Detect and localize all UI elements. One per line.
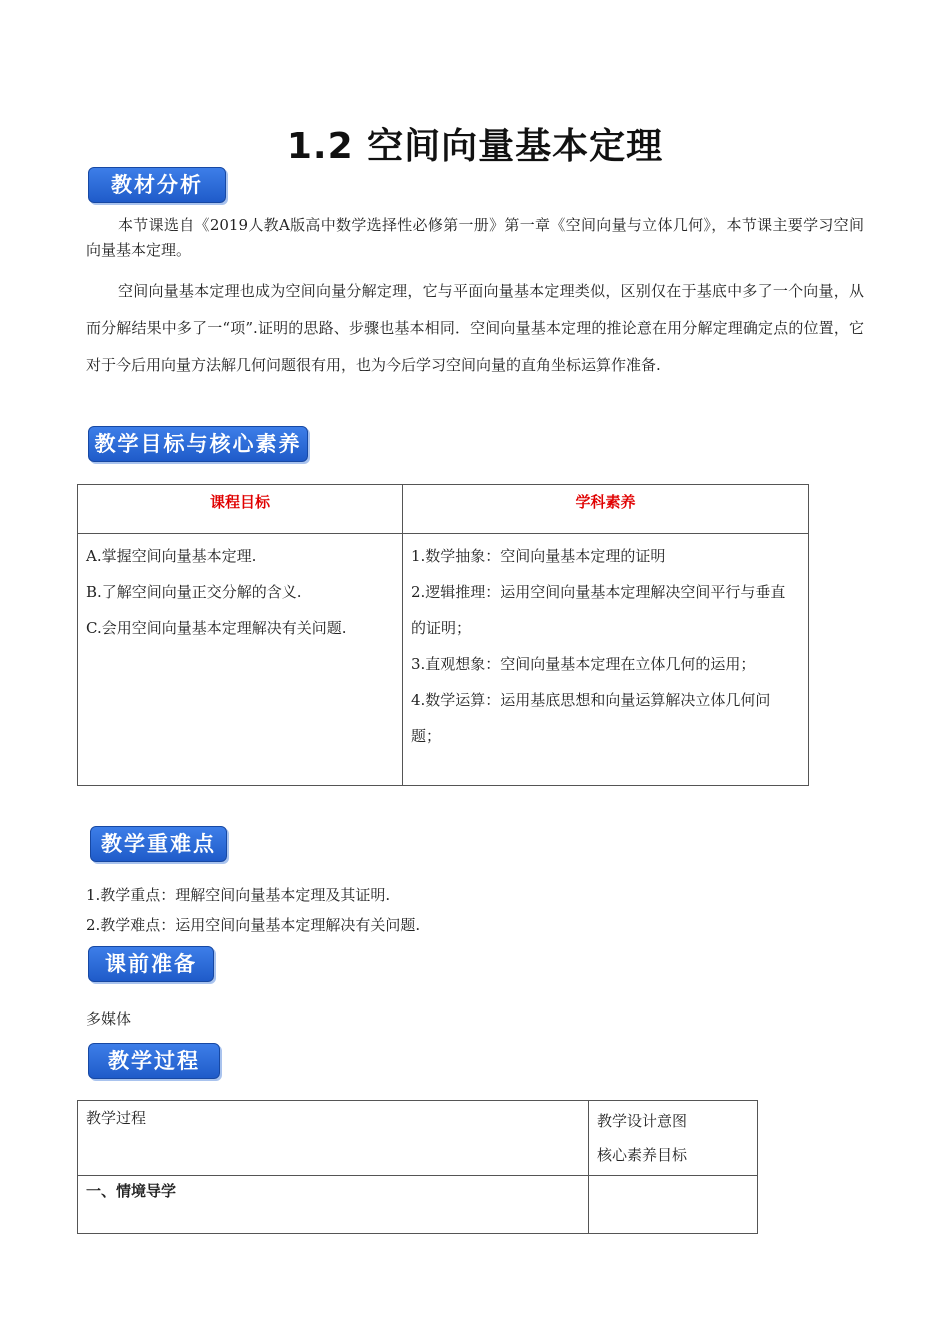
section-banner-analysis: 教材分析 bbox=[88, 167, 226, 203]
empty-cell bbox=[589, 1176, 758, 1234]
prep-text: 多媒体 bbox=[86, 1010, 132, 1028]
page-title: 1.2 空间向量基本定理 bbox=[286, 126, 664, 167]
literacy-item: 4.数学运算：运用基底思想和向量运算解决立体几何问题； bbox=[411, 691, 771, 745]
objective-item: B.了解空间向量正交分解的含义. bbox=[86, 583, 302, 601]
design-intent-header: 教学设计意图 bbox=[597, 1112, 688, 1130]
process-header-cell bbox=[78, 1101, 589, 1176]
literacy-item: 3.直观想象：空间向量基本定理在立体几何的运用； bbox=[411, 655, 756, 673]
literacy-cell bbox=[403, 534, 809, 786]
analysis-paragraph-1: 本节课选自《2019人教A版高中数学选择性必修第一册》第一章《空间向量与立体几何》，本节课主要学习空间向量基本定理。 bbox=[86, 216, 864, 259]
key-point: 1.教学重点：理解空间向量基本定理及其证明. bbox=[86, 886, 391, 904]
situation-intro-cell bbox=[78, 1176, 589, 1234]
process-table bbox=[77, 1100, 758, 1234]
objective-item: A.掌握空间向量基本定理. bbox=[86, 547, 257, 565]
section-banner-keypoints: 教学重难点 bbox=[90, 826, 227, 862]
process-header: 教学过程 bbox=[86, 1109, 147, 1127]
section-banner-prep: 课前准备 bbox=[88, 946, 214, 982]
goals-header-literacy: 学科素养 bbox=[403, 485, 809, 534]
objectives-cell bbox=[78, 534, 403, 786]
analysis-paragraph-2: 空间向量基本定理也成为空间向量分解定理，它与平面向量基本定理类似，区别仅在于基底中多了一个向量，从而分解结果中多了一“项”.证明的思路、步骤也基本相同．空间向量基本定理的推论意在用分解定理确定点的位置，它对于今后用向量方法解几何问题很有用，也为今后学习空间向量的直角坐标运算作准备. bbox=[86, 282, 864, 374]
difficult-point: 2.教学难点：运用空间向量基本定理解决有关问题. bbox=[86, 916, 421, 934]
literacy-item: 1.数学抽象：空间向量基本定理的证明 bbox=[411, 547, 666, 565]
goals-table bbox=[77, 484, 809, 786]
core-literacy-header: 核心素养目标 bbox=[597, 1146, 688, 1164]
section-banner-process: 教学过程 bbox=[88, 1043, 220, 1079]
literacy-item: 2.逻辑推理：运用空间向量基本定理解决空间平行与垂直的证明； bbox=[411, 583, 786, 637]
goals-header-objectives: 课程目标 bbox=[78, 485, 403, 534]
section-banner-goals: 教学目标与核心素养 bbox=[88, 426, 308, 462]
objective-item: C.会用空间向量基本定理解决有关问题. bbox=[86, 619, 347, 637]
situation-intro-label: 一、情境导学 bbox=[86, 1182, 177, 1200]
design-intent-cell bbox=[589, 1101, 758, 1176]
